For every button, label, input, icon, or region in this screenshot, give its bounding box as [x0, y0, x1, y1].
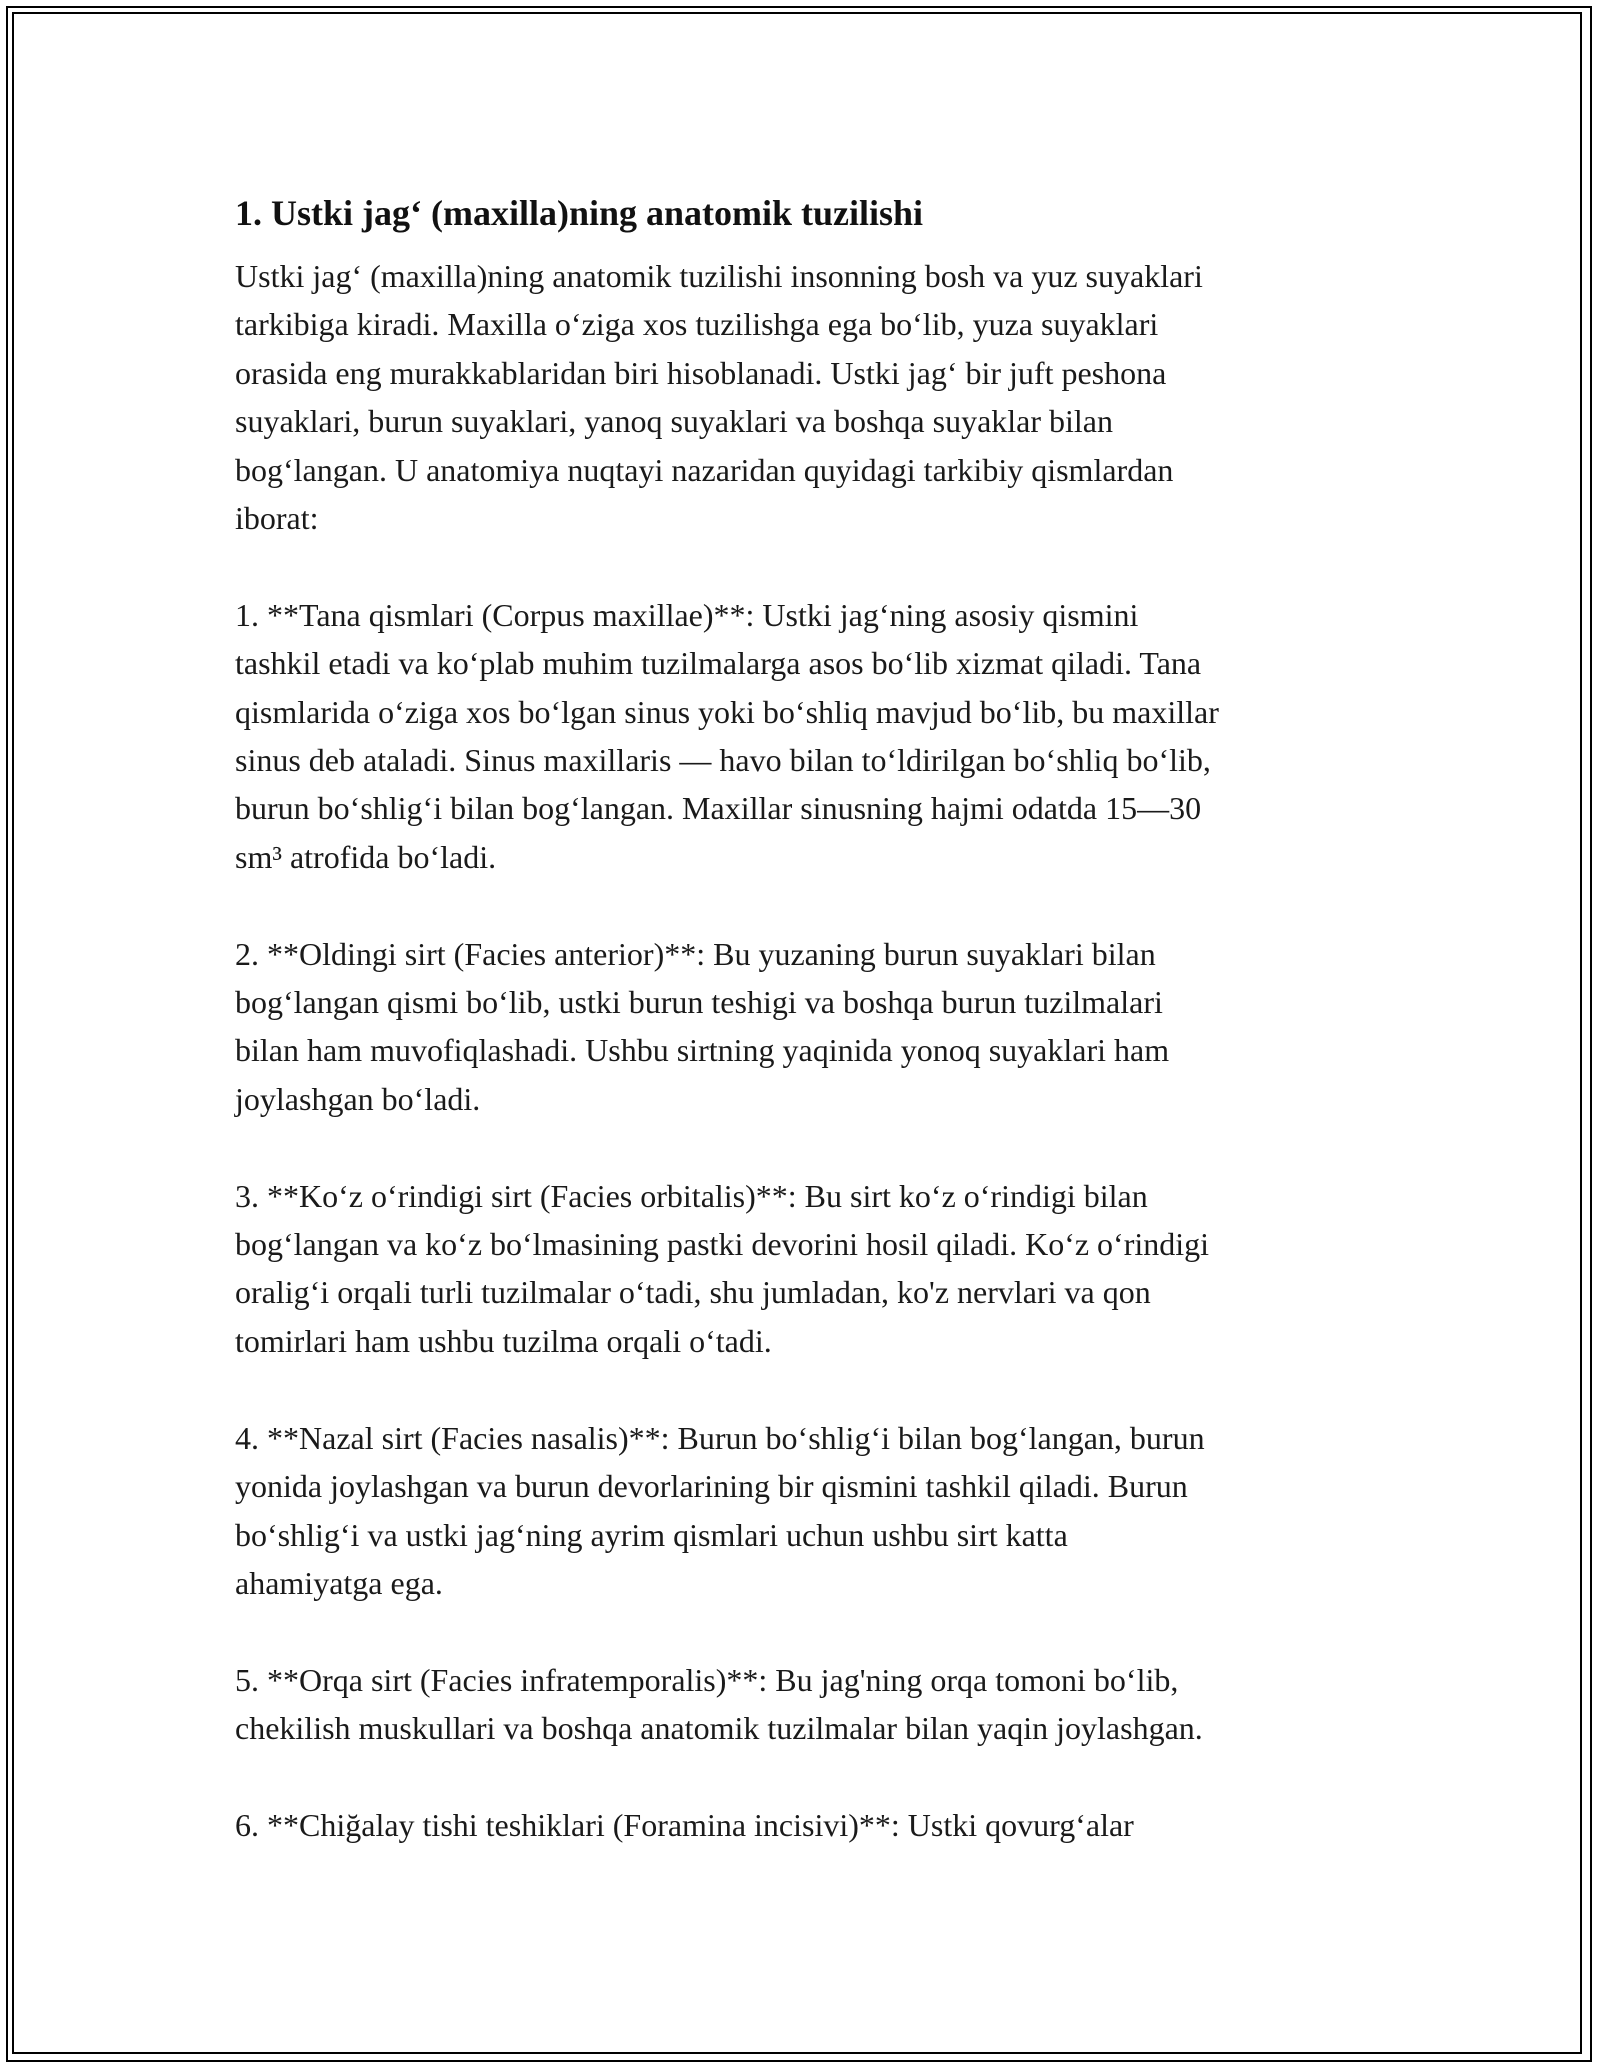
paragraph-line: 6. **Chiğalay tishi teshiklari (Foramina incisivi)**: Ustki qovurg‘alar [235, 1806, 1134, 1843]
paragraph-line: 4. **Nazal sirt (Facies nasalis)**: Burun bo‘shlig‘i bilan bog‘langan, burun [235, 1419, 1205, 1456]
paragraph-line: bo‘shlig‘i va ustki jag‘ning ayrim qismlari uchun ushbu sirt katta [235, 1516, 1068, 1553]
paragraph-line: bog‘langan va ko‘z bo‘lmasining pastki devorini hosil qiladi. Ko‘z o‘rindigi [235, 1226, 1210, 1263]
paragraph-line: orasida eng murakkablaridan biri hisoblanadi. Ustki jag‘ bir juft peshona [235, 354, 1167, 391]
list-item-incisivi [235, 1801, 1370, 1849]
list-item-nasalis [235, 1414, 1370, 1608]
intro-paragraph [235, 252, 1370, 542]
paragraph-line: 3. **Ko‘z o‘rindigi sirt (Facies orbitalis)**: Bu sirt ko‘z o‘rindigi bilan [235, 1177, 1148, 1214]
paragraph-line: Ustki jag‘ (maxilla)ning anatomik tuzilishi insonning bosh va yuz suyaklari [235, 258, 1203, 294]
paragraph-line: sm³ atrofida bo‘ladi. [235, 838, 497, 875]
paragraph-line: 2. **Oldingi sirt (Facies anterior)**: Bu yuzaning burun suyaklari bilan [235, 935, 1156, 972]
paragraph-line: bog‘langan. U anatomiya nuqtayi nazaridan quyidagi tarkibiy qismlardan [235, 451, 1174, 488]
paragraph-line: chekilish muskullari va boshqa anatomik tuzilmalar bilan yaqin joylashgan. [235, 1710, 1203, 1747]
paragraph-line: qismlarida o‘ziga xos bo‘lgan sinus yoki bo‘shliq mavjud bo‘lib, bu maxillar [235, 693, 1219, 730]
list-item-infratemporalis [235, 1656, 1370, 1753]
paragraph-line: sinus deb ataladi. Sinus maxillaris — havo bilan to‘ldirilgan bo‘shliq bo‘lib, [235, 742, 1211, 779]
list-item-orbitalis [235, 1172, 1370, 1366]
paragraph-line: iborat: [235, 500, 319, 537]
paragraph-line: tashkil etadi va ko‘plab muhim tuzilmalarga asos bo‘lib xizmat qiladi. Tana [235, 645, 1202, 682]
paragraph-line: tomirlari ham ushbu tuzilma orqali o‘tadi. [235, 1322, 772, 1359]
paragraph-line: oralig‘i orqali turli tuzilmalar o‘tadi, shu jumladan, ko'z nervlari va qon [235, 1274, 1151, 1311]
paragraph-line: bilan ham muvofiqlashadi. Ushbu sirtning yaqinida yonoq suyaklari ham [235, 1032, 1170, 1069]
paragraph-line: joylashgan bo‘ladi. [235, 1080, 481, 1117]
paragraph-line: 1. **Tana qismlari (Corpus maxillae)**: Ustki jag‘ning asosiy qismini [235, 596, 1139, 633]
paragraph-line: burun bo‘shlig‘i bilan bog‘langan. Maxillar sinusning hajmi odatda 15—30 [235, 790, 1202, 827]
section-heading: 1. Ustki jag‘ (maxilla)ning anatomik tuzilishi [235, 193, 924, 233]
paragraph-line: yonida joylashgan va burun devorlarining bir qismini tashkil qiladi. Burun [235, 1468, 1188, 1505]
list-item-anterior [235, 930, 1370, 1124]
paragraph-line: 5. **Orqa sirt (Facies infratemporalis)**: Bu jag'ning orqa tomoni bo‘lib, [235, 1661, 1179, 1698]
document-body [235, 187, 1370, 1898]
paragraph-line: suyaklari, burun suyaklari, yanoq suyaklari va boshqa suyaklar bilan [235, 403, 1113, 440]
paragraph-line: bog‘langan qismi bo‘lib, ustki burun teshigi va boshqa burun tuzilmalari [235, 984, 1163, 1021]
paragraph-line: ahamiyatga ega. [235, 1564, 443, 1601]
list-item-corpus [235, 591, 1370, 881]
paragraph-line: tarkibiga kiradi. Maxilla o‘ziga xos tuzilishga ega bo‘lib, yuza suyaklari [235, 306, 1159, 343]
